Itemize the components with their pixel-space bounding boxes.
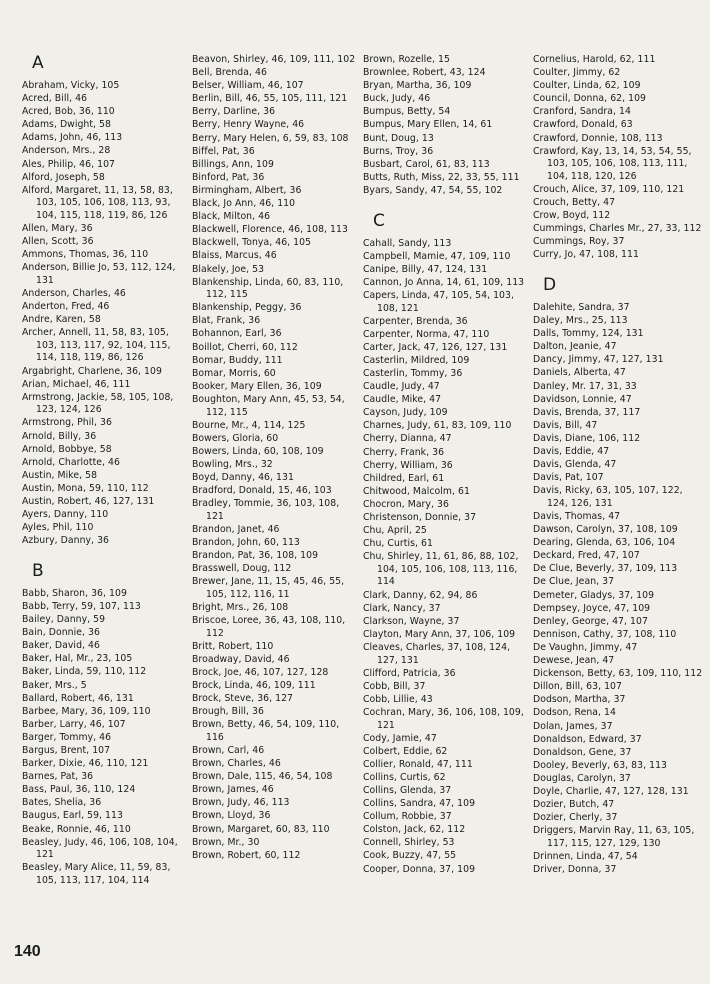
- index-entry: Davis, Pat, 107: [533, 472, 604, 484]
- index-entry: Davis, Diane, 106, 112: [533, 432, 641, 444]
- index-entry: Bell, Brenda, 46: [192, 67, 267, 79]
- index-entry: Arian, Michael, 46, 111: [22, 378, 131, 390]
- index-entry: Beasley, Mary Alice, 11, 59, 83, 105, 113, 117, 104, 114: [22, 862, 171, 886]
- index-entry: Alford, Joseph, 58: [22, 171, 105, 183]
- index-entry: Austin, Mona, 59, 110, 112: [22, 482, 149, 494]
- index-entry: De Vaughn, Jimmy, 47: [533, 641, 638, 653]
- index-entry: Brandon, Pat, 36, 108, 109: [192, 550, 319, 562]
- index-section: [22, 54, 190, 548]
- index-entry: Biffel, Pat, 36: [192, 145, 255, 157]
- index-entry: Brown, Dale, 115, 46, 54, 108: [192, 771, 333, 783]
- index-entry: Bomar, Morris, 60: [192, 367, 276, 379]
- index-entry: Belser, William, 46, 107: [192, 80, 304, 92]
- index-entry: Armstrong, Phil, 36: [22, 417, 112, 429]
- index-entry: Chu, Shirley, 11, 61, 86, 88, 102, 104, 105, 106, 108, 113, 116, 114: [363, 551, 519, 588]
- index-entry: Barber, Larry, 46, 107: [22, 718, 126, 730]
- index-entry: Allen, Mary, 36: [22, 223, 93, 235]
- index-entry: Carter, Jack, 47, 126, 127, 131: [363, 341, 508, 353]
- index-entry: Barnes, Pat, 36: [22, 771, 94, 783]
- index-entry: Daniels, Alberta, 47: [533, 367, 626, 379]
- index-entry: Brandon, John, 60, 113: [192, 536, 300, 548]
- index-entry: Coulter, Linda, 62, 109: [533, 80, 641, 92]
- index-section: [363, 54, 529, 198]
- index-entry: Dodson, Rena, 14: [533, 707, 616, 719]
- section-letter-heading: B: [32, 560, 44, 581]
- index-entry: Brown, Mr., 30: [192, 836, 260, 848]
- index-entry: Crawford, Donald, 63: [533, 119, 633, 131]
- index-entry: Binford, Pat, 36: [192, 171, 265, 183]
- index-entry: Drinnen, Linda, 47, 54: [533, 850, 638, 862]
- index-entry: Bradley, Tommie, 36, 103, 108, 121: [192, 498, 340, 522]
- index-entry: Cooper, Donna, 37, 109: [363, 863, 476, 875]
- index-entry: Byars, Sandy, 47, 54, 55, 102: [363, 184, 503, 196]
- index-entry: Davis, Bill, 47: [533, 419, 598, 431]
- index-entry: Doyle, Charlie, 47, 127, 128, 131: [533, 785, 689, 797]
- index-entry: Bright, Mrs., 26, 108: [192, 601, 289, 613]
- index-entry: Anderson, Billie Jo, 53, 112, 124, 131: [22, 262, 176, 286]
- index-entry: Arnold, Billy, 36: [22, 430, 97, 442]
- index-entry: Beasley, Judy, 46, 106, 108, 104, 121: [22, 836, 178, 861]
- index-entry: Cayson, Judy, 109: [363, 407, 448, 419]
- index-entry: Crouch, Betty, 47: [533, 197, 616, 209]
- index-entry: Dalton, Jeanie, 47: [533, 341, 617, 353]
- index-entry: Boyd, Danny, 46, 131: [192, 472, 294, 483]
- index-entry: Allen, Scott, 36: [22, 236, 94, 248]
- index-entry: Austin, Mike, 58: [22, 469, 98, 481]
- section-letter-heading: C: [373, 210, 385, 231]
- index-entry: Azbury, Danny, 36: [22, 535, 110, 547]
- index-entry: Bowers, Gloria, 60: [192, 432, 279, 444]
- index-entry: Caudle, Mike, 47: [363, 394, 442, 406]
- index-entry: Broadway, David, 46: [192, 653, 290, 665]
- index-entry: Cannon, Jo Anna, 14, 61, 109, 113: [363, 276, 525, 288]
- index-entry: Acred, Bill, 46: [22, 93, 88, 105]
- index-entry: Danley, Mr. 17, 31, 33: [533, 380, 637, 392]
- index-entry: Barbee, Mary, 36, 109, 110: [22, 705, 151, 717]
- index-entry: Crawford, Donnie, 108, 113: [533, 132, 663, 144]
- index-section: [533, 276, 705, 877]
- index-column-1: [22, 54, 190, 902]
- index-entry: Bowling, Mrs., 32: [192, 458, 273, 470]
- index-entry: Bryan, Martha, 36, 109: [363, 80, 472, 92]
- index-entry: Demeter, Gladys, 37, 109: [533, 589, 655, 601]
- index-entry: Armstrong, Jackie, 58, 105, 108, 123, 124, 126: [22, 391, 174, 416]
- index-entry: Clark, Nancy, 37: [363, 602, 441, 614]
- index-entry: Christenson, Donnie, 37: [363, 512, 477, 523]
- index-entry: Bradford, Donald, 15, 46, 103: [192, 485, 332, 497]
- index-entry: Adams, John, 46, 113: [22, 132, 123, 144]
- index-entry: Ballard, Robert, 46, 131: [22, 692, 134, 704]
- index-entry: Driver, Donna, 37: [533, 864, 617, 876]
- index-entry: Brown, Rozelle, 15: [363, 54, 450, 65]
- index-entry: Dolan, James, 37: [533, 720, 613, 732]
- index-entry: Carpenter, Brenda, 36: [363, 315, 468, 327]
- index-entry: Davis, Thomas, 47: [533, 511, 621, 522]
- index-entry: Childred, Earl, 61: [363, 472, 445, 484]
- index-entry: Brown, James, 46: [192, 784, 274, 796]
- index-entry: Blat, Frank, 36: [192, 315, 261, 327]
- index-entry: Babb, Sharon, 36, 109: [22, 587, 127, 599]
- index-entry: Bain, Donnie, 36: [22, 627, 100, 639]
- index-entry: Brough, Bill, 36: [192, 706, 264, 718]
- index-entry: Davis, Brenda, 37, 117: [533, 406, 641, 418]
- index-entry: Cahall, Sandy, 113: [363, 237, 452, 249]
- index-entry: Butts, Ruth, Miss, 22, 33, 55, 111: [363, 171, 520, 183]
- index-entry: Collins, Sandra, 47, 109: [363, 798, 476, 810]
- index-column-2: [192, 54, 358, 876]
- index-entry: Arnold, Bobbye, 58: [22, 443, 112, 455]
- index-entry: Canipe, Billy, 47, 124, 131: [363, 263, 488, 275]
- index-entry: Denley, George, 47, 107: [533, 615, 648, 627]
- index-entry: Bargus, Brent, 107: [22, 745, 111, 756]
- index-entry: Andre, Karen, 58: [22, 314, 101, 326]
- index-section: [192, 54, 358, 862]
- index-entry: Collins, Curtis, 62: [363, 771, 446, 783]
- index-entry: Buck, Judy, 46: [363, 93, 431, 105]
- index-entry: Clifford, Patricia, 36: [363, 667, 456, 679]
- index-entry: Douglas, Carolyn, 37: [533, 772, 631, 784]
- index-entry: Ammons, Thomas, 36, 110: [22, 249, 149, 261]
- index-entry: Cody, Jamie, 47: [363, 732, 437, 744]
- index-entry: Cherry, Frank, 36: [363, 446, 445, 458]
- index-entry: Dickenson, Betty, 63, 109, 110, 112: [533, 668, 703, 680]
- index-entry: Alford, Margaret, 11, 13, 58, 83, 103, 105, 106, 108, 113, 93, 104, 115, 118, 119, 86, 126: [22, 184, 173, 221]
- index-entry: Burns, Troy, 36: [363, 145, 434, 157]
- index-entry: Anderson, Charles, 46: [22, 288, 126, 299]
- index-entry: Crawford, Kay, 13, 14, 53, 54, 55, 103, 105, 106, 108, 113, 111, 104, 118, 120, 126: [533, 145, 692, 182]
- index-entry: Anderton, Fred, 46: [22, 301, 110, 313]
- index-entry: Bohannon, Earl, 36: [192, 328, 282, 340]
- index-entry: Anderson, Mrs., 28: [22, 145, 111, 157]
- index-entry: Chu, April, 25: [363, 525, 427, 537]
- index-entry: Bates, Shelia, 36: [22, 797, 102, 809]
- index-entry: Cranford, Sandra, 14: [533, 106, 631, 118]
- index-entry: Clayton, Mary Ann, 37, 106, 109: [363, 628, 516, 640]
- index-entry: Blankenship, Peggy, 36: [192, 302, 302, 314]
- index-entry: Davidson, Lonnie, 47: [533, 393, 632, 405]
- index-entry: Collier, Ronald, 47, 111: [363, 758, 473, 770]
- index-entry: Baugus, Earl, 59, 113: [22, 810, 123, 822]
- index-entry: Clarkson, Wayne, 37: [363, 615, 460, 627]
- index-entry: Council, Donna, 62, 109: [533, 93, 647, 105]
- index-entry: Bunt, Doug, 13: [363, 132, 434, 144]
- index-entry: Brown, Margaret, 60, 83, 110: [192, 823, 330, 835]
- index-entry: Dalls, Tommy, 124, 131: [533, 328, 644, 340]
- index-entry: Dewese, Jean, 47: [533, 655, 615, 667]
- index-entry: Arnold, Charlotte, 46: [22, 456, 120, 468]
- index-entry: Dawson, Carolyn, 37, 108, 109: [533, 524, 678, 536]
- index-entry: Deckard, Fred, 47, 107: [533, 550, 640, 562]
- index-section: [363, 212, 529, 877]
- index-column-4: [533, 54, 705, 891]
- index-section: [533, 54, 705, 262]
- index-entry: Beavon, Shirley, 46, 109, 111, 102: [192, 54, 356, 65]
- index-entry: Cobb, Lillie, 43: [363, 693, 433, 705]
- index-entry: Booker, Mary Ellen, 36, 109: [192, 380, 322, 392]
- index-entry: Brewer, Jane, 11, 15, 45, 46, 55, 105, 112, 116, 11: [192, 576, 345, 600]
- index-entry: Chu, Curtis, 61: [363, 538, 433, 550]
- index-entry: Dancy, Jimmy, 47, 127, 131: [533, 354, 664, 366]
- index-entry: Blaiss, Marcus, 46: [192, 250, 277, 262]
- index-entry: Daley, Mrs., 25, 113: [533, 315, 628, 327]
- index-entry: Colston, Jack, 62, 112: [363, 824, 466, 836]
- index-entry: Dooley, Beverly, 63, 83, 113: [533, 759, 668, 771]
- index-entry: Cherry, William, 36: [363, 459, 453, 471]
- index-entry: Boillot, Cherri, 60, 112: [192, 341, 298, 353]
- index-entry: Blankenship, Linda, 60, 83, 110, 112, 115: [192, 276, 344, 301]
- index-entry: Black, Milton, 46: [192, 211, 271, 223]
- index-entry: Curry, Jo, 47, 108, 111: [533, 249, 639, 261]
- index-section: [22, 562, 190, 888]
- index-entry: Barker, Dixie, 46, 110, 121: [22, 758, 149, 770]
- index-entry: Bumpus, Mary Ellen, 14, 61: [363, 119, 493, 131]
- index-entry: Argabright, Charlene, 36, 109: [22, 365, 162, 377]
- index-entry: Bumpus, Betty, 54: [363, 106, 451, 118]
- index-entry: Bourne, Mr., 4, 114, 125: [192, 419, 306, 431]
- index-entry: Chocron, Mary, 36: [363, 498, 449, 510]
- index-entry: Busbart, Carol, 61, 83, 113: [363, 158, 490, 170]
- index-entry: De Clue, Jean, 37: [533, 576, 615, 588]
- index-entry: Billings, Ann, 109: [192, 158, 274, 170]
- index-entry: Beake, Ronnie, 46, 110: [22, 823, 131, 835]
- index-entry: Bomar, Buddy, 111: [192, 354, 283, 366]
- index-entry: Cummings, Roy, 37: [533, 236, 625, 248]
- index-entry: Caudle, Judy, 47: [363, 381, 440, 393]
- index-entry: Adams, Dwight, 58: [22, 119, 111, 131]
- section-letter-heading: A: [32, 53, 44, 73]
- index-entry: Briscoe, Loree, 36, 43, 108, 110, 112: [192, 615, 346, 639]
- index-entry: Davis, Eddie, 47: [533, 446, 610, 458]
- index-entry: Ales, Philip, 46, 107: [22, 158, 116, 170]
- index-entry: Berlin, Bill, 46, 55, 105, 111, 121: [192, 93, 348, 105]
- index-entry: Black, Jo Ann, 46, 110: [192, 198, 296, 210]
- index-entry: Archer, Annell, 11, 58, 83, 105, 103, 113, 117, 92, 104, 115, 114, 118, 119, 86, 126: [22, 327, 171, 364]
- page-number: 140: [14, 943, 41, 960]
- index-entry: Dalehite, Sandra, 37: [533, 302, 630, 313]
- index-entry: Clark, Danny, 62, 94, 86: [363, 589, 478, 601]
- index-entry: Driggers, Marvin Ray, 11, 63, 105, 117, 115, 127, 129, 130: [533, 825, 695, 849]
- index-entry: Ayles, Phil, 110: [22, 522, 94, 534]
- index-entry: Baker, David, 46: [22, 640, 100, 652]
- index-entry: Berry, Henry Wayne, 46: [192, 119, 305, 131]
- index-entry: Capers, Linda, 47, 105, 54, 103, 108, 121: [363, 289, 514, 314]
- index-entry: Abraham, Vicky, 105: [22, 80, 120, 91]
- index-entry: Cochran, Mary, 36, 106, 108, 109, 121: [363, 706, 524, 731]
- index-entry: Charnes, Judy, 61, 83, 109, 110: [363, 420, 512, 432]
- index-entry: Campbell, Mamie, 47, 109, 110: [363, 250, 511, 262]
- index-entry: Dempsey, Joyce, 47, 109: [533, 602, 651, 614]
- section-letter-heading: D: [543, 275, 557, 295]
- index-entry: Cherry, Dianna, 47: [363, 433, 452, 445]
- index-entry: Brown, Betty, 46, 54, 109, 110, 116: [192, 719, 340, 743]
- index-entry: Cook, Buzzy, 47, 55: [363, 850, 457, 862]
- index-entry: Carpenter, Norma, 47, 110: [363, 328, 490, 340]
- index-entry: Casterlin, Mildred, 109: [363, 354, 470, 366]
- index-entry: De Clue, Beverly, 37, 109, 113: [533, 563, 678, 575]
- index-entry: Berry, Mary Helen, 6, 59, 83, 108: [192, 132, 349, 144]
- index-entry: Boughton, Mary Ann, 45, 53, 54, 112, 115: [192, 393, 345, 418]
- index-entry: Brandon, Janet, 46: [192, 523, 280, 535]
- index-entry: Brock, Joe, 46, 107, 127, 128: [192, 666, 329, 678]
- index-entry: Baker, Linda, 59, 110, 112: [22, 666, 147, 678]
- index-entry: Berry, Darline, 36: [192, 106, 276, 118]
- index-entry: Brock, Linda, 46, 109, 111: [192, 680, 316, 691]
- index-entry: Cummings, Charles Mr., 27, 33, 112: [533, 223, 702, 235]
- index-entry: Britt, Robert, 110: [192, 640, 274, 652]
- index-entry: Colbert, Eddie, 62: [363, 745, 448, 757]
- index-entry: Brock, Steve, 36, 127: [192, 693, 294, 705]
- index-entry: Blackwell, Florence, 46, 108, 113: [192, 224, 348, 236]
- index-entry: Bass, Paul, 36, 110, 124: [22, 784, 136, 796]
- index-entry: Collum, Robbie, 37: [363, 811, 452, 823]
- index-entry: Dillon, Bill, 63, 107: [533, 681, 622, 693]
- index-entry: Casterlin, Tommy, 36: [363, 367, 463, 379]
- index-entry: Dennison, Cathy, 37, 108, 110: [533, 628, 677, 640]
- index-entry: Chitwood, Malcolm, 61: [363, 485, 470, 497]
- index-entry: Brasswell, Doug, 112: [192, 563, 292, 575]
- index-entry: Baker, Mrs., 5: [22, 679, 87, 691]
- index-entry: Brownlee, Robert, 43, 124: [363, 67, 486, 79]
- index-entry: Ayers, Danny, 110: [22, 509, 109, 521]
- index-entry: Dodson, Martha, 37: [533, 694, 626, 706]
- index-entry: Baker, Hal, Mr., 23, 105: [22, 653, 133, 665]
- index-entry: Austin, Robert, 46, 127, 131: [22, 496, 155, 507]
- index-entry: Crouch, Alice, 37, 109, 110, 121: [533, 183, 685, 195]
- index-entry: Davis, Glenda, 47: [533, 459, 617, 471]
- index-entry: Brown, Carl, 46: [192, 744, 265, 756]
- index-entry: Brown, Robert, 60, 112: [192, 849, 301, 861]
- index-entry: Birmingham, Albert, 36: [192, 184, 302, 196]
- index-entry: Cleaves, Charles, 37, 108, 124, 127, 131: [363, 641, 511, 666]
- index-entry: Davis, Ricky, 63, 105, 107, 122, 124, 126, 131: [533, 485, 683, 509]
- index-entry: Brown, Charles, 46: [192, 758, 281, 770]
- index-entry: Dozier, Cherly, 37: [533, 812, 618, 824]
- index-entry: Acred, Bob, 36, 110: [22, 106, 115, 118]
- index-entry: Donaldson, Gene, 37: [533, 746, 632, 758]
- index-entry: Cornelius, Harold, 62, 111: [533, 54, 656, 65]
- index-entry: Collins, Glenda, 37: [363, 784, 452, 796]
- index-entry: Bailey, Danny, 59: [22, 614, 106, 626]
- index-entry: Brown, Lloyd, 36: [192, 810, 271, 822]
- index-entry: Brown, Judy, 46, 113: [192, 797, 290, 809]
- index-entry: Crow, Boyd, 112: [533, 210, 611, 222]
- index-entry: Coulter, Jimmy, 62: [533, 67, 621, 79]
- index-entry: Blackwell, Tonya, 46, 105: [192, 237, 312, 249]
- index-entry: Cobb, Bill, 37: [363, 680, 426, 692]
- index-entry: Dozier, Butch, 47: [533, 799, 615, 811]
- index-column-3: [363, 54, 529, 890]
- index-entry: Connell, Shirley, 53: [363, 837, 455, 849]
- index-entry: Blakely, Joe, 53: [192, 263, 265, 275]
- index-entry: Donaldson, Edward, 37: [533, 733, 642, 745]
- index-entry: Babb, Terry, 59, 107, 113: [22, 600, 141, 612]
- index-entry: Bowers, Linda, 60, 108, 109: [192, 445, 324, 457]
- index-entry: Barger, Tommy, 46: [22, 731, 112, 743]
- index-entry: Dearing, Glenda, 63, 106, 104: [533, 537, 676, 549]
